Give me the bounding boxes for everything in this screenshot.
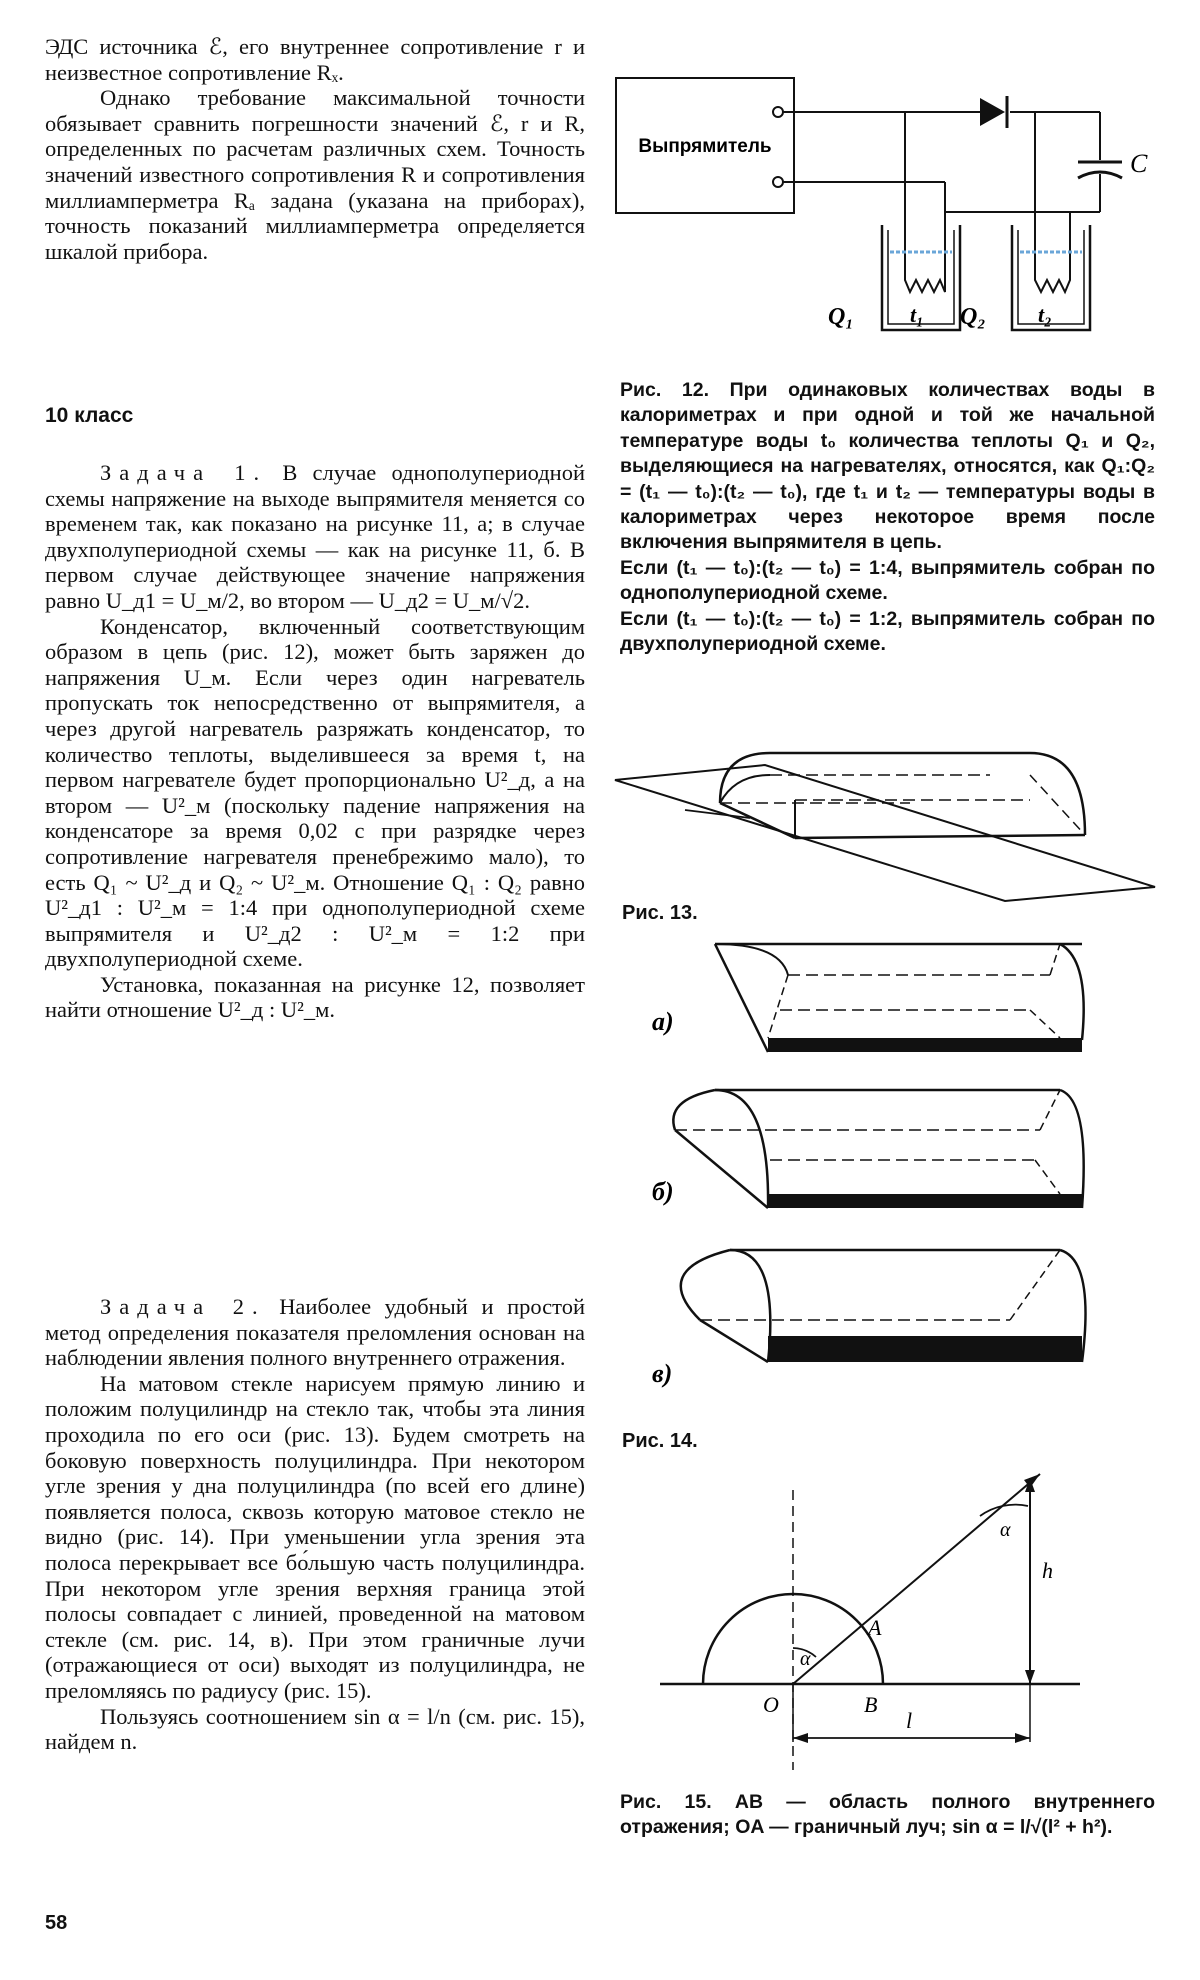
task1-capacitor-paragraph: Конденсатор, включенный соответствующим образом в цепь (рис. 12), может быть заряжен до напряжения U_м. Если через один нагреватель пропускать ток непосредственно от выпрямителя, а через другой нагреватель разряжать конденсатор, то количество теплоты, выделившееся за время t, на первом нагревателе будет пропорционально U²_д, а на втором — U²_м (поскольку падение напряжения на конденсаторе за время 0,02 с при разрядке через сопротивление нагревателя пренебрежимо мало), то есть Q₁ ~ U²_д и Q₂ ~ U²_м. Отношение Q₁ : Q₂ равно U²_д1 : U²_м = 1:4 при однополупериодной схеме выпрямителя и U²_д2 : U²_м = 1:2 при двухполупериодной схеме. bbox=[45, 613, 585, 972]
paragraph-emf: ЭДС источника ℰ, его внутреннее сопротивление r и неизвестное сопротивление Rₓ. bbox=[45, 34, 585, 85]
task1-label: Задача 1. bbox=[100, 460, 268, 485]
paragraph-accuracy: Однако требование максимальной точности обязывает сравнить погрешности значений ℰ, r и R, определенных по расчетам различных схем. Точность значений известного сопротивления R и сопротивления миллиамперметра Rₐ задана (указана на приборах), точность показаний миллиамперметра определяется шкалой прибора. bbox=[45, 85, 585, 264]
page-number: 58 bbox=[45, 1912, 68, 1934]
label-t2: t₂ bbox=[1038, 302, 1052, 327]
point-A: A bbox=[868, 1615, 882, 1640]
fig13-caption: Рис. 13. bbox=[622, 902, 698, 924]
task1-text: В случае однополупериодной схемы напряжение на выходе выпрямителя меняется со временем так, как показано на рисунке 11, а; в случае двухполупериодной схемы — как на рисунке 11, б. В первом случае действующее значение напряжения равно U_д1 = U_м/2, во втором — U_д2 = U_м/√2. bbox=[45, 460, 585, 613]
view-c bbox=[681, 1250, 1086, 1362]
fig15-caption-text: Рис. 15. AB — область полного внутреннего отражения; OA — граничный луч; sin α = l/√(l² + h²). bbox=[620, 1791, 1155, 1839]
task2-label: Задача 2. bbox=[100, 1294, 266, 1319]
task1-setup-paragraph: Установка, показанная на рисунке 12, позволяет найти отношение U²_д : U²_м. bbox=[45, 971, 585, 1023]
task1-block bbox=[45, 460, 585, 1023]
task2-formula-paragraph: Пользуясь соотношением sin α = l/n (см. рис. 15), найдем n. bbox=[45, 1703, 585, 1755]
angle-alpha-lower: α bbox=[800, 1648, 811, 1670]
label-view-b: б) bbox=[652, 1177, 674, 1206]
half-cylinder bbox=[720, 753, 1085, 835]
capacitor-label: C bbox=[1130, 149, 1148, 178]
figure-15-caption bbox=[620, 1790, 1155, 1841]
angle-alpha-upper: α bbox=[1000, 1519, 1011, 1541]
figure-14-views bbox=[620, 930, 1100, 1410]
figure-13-half-cylinder-on-glass bbox=[610, 735, 1170, 905]
point-B: B bbox=[864, 1692, 878, 1717]
view-a bbox=[705, 944, 1100, 1052]
task2-block bbox=[45, 1294, 585, 1755]
section-heading: 10 класс bbox=[45, 404, 134, 427]
fig14-caption: Рис. 14. bbox=[622, 1430, 698, 1452]
diode-symbol bbox=[980, 98, 1005, 126]
label-view-c: в) bbox=[652, 1359, 673, 1388]
figure-12-caption bbox=[620, 378, 1155, 657]
label-q2: Q₂ bbox=[960, 304, 986, 330]
matte-glass-plane bbox=[615, 765, 1155, 901]
task2-text: Наиболее удобный и простой метод определения показателя преломления основан на наблюдении явления полного внутреннего отражения. bbox=[45, 1294, 585, 1371]
fig12-caption-half-wave: Если (t₁ — t₀):(t₂ — t₀) = 1:4, выпрямитель собран по однополупериодной схеме. bbox=[620, 556, 1155, 605]
view-b bbox=[673, 1090, 1083, 1208]
point-O: O bbox=[763, 1692, 779, 1717]
label-q1: Q₁ bbox=[828, 304, 854, 330]
left-column-top bbox=[45, 34, 585, 264]
figure-15-ray-diagram bbox=[650, 1460, 1090, 1780]
label-t1: t₁ bbox=[910, 302, 924, 327]
label-l: l bbox=[906, 1708, 913, 1733]
fig12-caption-main: Рис. 12. При одинаковых количествах воды в калориметрах и при одной и той же начальной температуре воды t₀ количества теплоты Q₁ и Q₂, выделяющиеся на нагревателях, относятся, как Q₁:Q₂ = (t₁ — t₀):(t₂ — t₀), где t₁ и t₂ — температуры воды в калориметрах через некоторое время после включения выпрямителя в цепь. bbox=[620, 379, 1155, 554]
fig12-caption-full-wave: Если (t₁ — t₀):(t₂ — t₀) = 1:2, выпрямитель собран по двухполупериодной схеме. bbox=[620, 607, 1155, 656]
label-h: h bbox=[1042, 1558, 1053, 1583]
figure-12-circuit bbox=[600, 60, 1160, 360]
rectifier-label: Выпрямитель bbox=[638, 136, 772, 157]
section-heading-block bbox=[45, 404, 585, 428]
task2-method-paragraph: На матовом стекле нарисуем прямую линию и положим полуцилиндр на стекло так, чтобы эта линия проходила по его оси (рис. 13). Будем смотреть на боковую поверхность полуцилиндра. При некотором угле зрения у дна полуцилиндра (по всей его длине) появляется полоса, сквозь которую матовое стекло не видно (рис. 14). При уменьшении угла зрения эта полоса перекрывает все бо́льшую часть полуцилиндра. При некотором угле зрения верхняя граница этой полосы совпадает с линией, проведенной на матовом стекле (см. рис. 14, в). При этом граничные лучи (отражающиеся от оси) выходят из полуцилиндра, не преломляясь по радиусу (рис. 15). bbox=[45, 1370, 585, 1703]
label-view-a: а) bbox=[652, 1007, 674, 1036]
